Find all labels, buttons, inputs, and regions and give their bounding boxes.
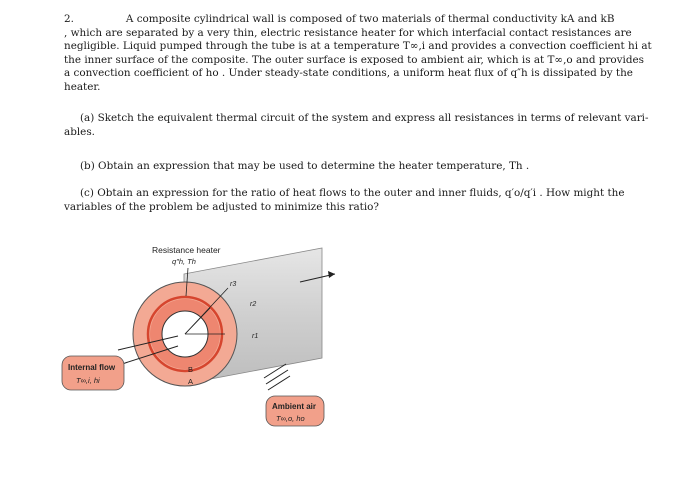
problem-line-5: a convection coefficient of ho . Under steady-state conditions, a uniform heat flux of q″h is dissipated by the [64,67,633,79]
heater-sub-label: q″h, Th [172,257,196,266]
part-a-line-1: (a) Sketch the equivalent thermal circuit of the system and express all resistances in terms of relevant vari- [80,112,649,124]
ambient-air-label: Ambient air [272,402,317,411]
r3-label: r3 [230,281,237,288]
problem-line-1: 2. A composite cylindrical wall is composed of two materials of thermal conductivity kA and kB [64,13,615,25]
layer-a-label: A [188,377,194,386]
internal-flow-sub-label: T∞,i, hi [76,376,100,385]
problem-line-6: heater. [64,80,101,93]
part-a-line-2: ables. [64,125,95,138]
layer-b-label: B [188,365,194,374]
problem-line-2: , which are separated by a very thin, electric resistance heater for which interfacial contact resistances are [64,26,632,39]
part-c [64,187,640,214]
cylinder-diagram [60,238,380,428]
problem-line-4: the inner surface of the composite. The outer surface is exposed to ambient air, which is at T∞,o and provides [64,53,644,66]
r2-label: r2 [250,301,257,308]
r1-label: r1 [252,333,259,340]
part-c-line-2: variables of the problem be adjusted to minimize this ratio? [64,200,380,213]
problem-line-3: negligible. Liquid pumped through the tube is at a temperature T∞,i and provides a convection coefficient hi at [64,40,652,52]
ambient-air-sub-label: T∞,o, ho [276,414,305,423]
problem-statement [64,13,652,94]
part-c-line-1: (c) Obtain an expression for the ratio of heat flows to the outer and inner fluids, q′o/q′i . How might the [80,187,625,199]
part-a [64,112,649,139]
part-b: (b) Obtain an expression that may be used to determine the heater temperature, Th . [80,160,530,172]
heater-label: Resistance heater [152,245,221,255]
outlet-arrowhead [328,271,335,278]
problem-number: 2. [64,13,74,25]
composite-cylinder-figure [60,238,380,428]
internal-flow-label: Internal flow [68,363,116,372]
